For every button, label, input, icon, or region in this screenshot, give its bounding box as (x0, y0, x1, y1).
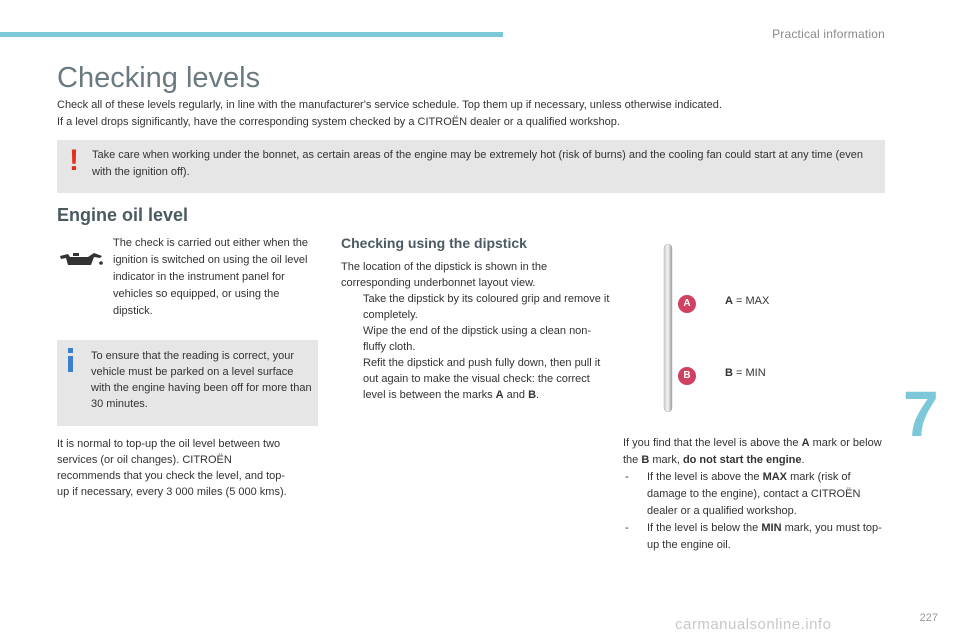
info-text: To ensure that the reading is correct, your vehicle must be parked on a level surface with the engine having been off for more than 30 minutes. (91, 350, 312, 410)
oil-check-text: The check is carried out either when the ignition is switched on using the oil level indicator in the instrument panel for vehicles so equipped, or using the dipstick. (113, 237, 309, 317)
dipstick-mark-b: B (678, 367, 696, 385)
result-intro: If you find that the level is above the A mark or below the B mark, do not start the engine. (623, 437, 882, 466)
warning-text: Take care when working under the bonnet, as certain areas of the engine may be extremely hot (risk of burns) and the cooling fan could start at any time (even with the ignition off). (92, 149, 864, 178)
intro-line-1: Check all of these levels regularly, in line with the manufacturer's service schedule. Top them up if necessary, unless otherwise indicated. (57, 99, 722, 111)
page-number: 227 (919, 612, 938, 624)
chapter-number: 7 (903, 378, 939, 450)
dipstick-steps (341, 291, 611, 403)
header-accent-bar (0, 32, 503, 37)
dipstick-illustration (661, 244, 675, 412)
warning-icon: ! (69, 144, 79, 177)
intro-line-2: If a level drops significantly, have the corresponding system checked by a CITROËN dealer or a qualified workshop. (57, 116, 620, 128)
intro-text (57, 97, 897, 131)
page-title: Checking levels (57, 62, 261, 94)
info-box (57, 340, 318, 426)
warning-box (57, 140, 885, 193)
legend-min: B = MIN (725, 367, 766, 379)
dipstick-mark-a: A (678, 295, 696, 313)
legend-max: A = MAX (725, 295, 770, 307)
list-item: - If the level is below the MIN mark, you must top-up the engine oil. (625, 522, 882, 551)
info-icon (67, 348, 74, 372)
level-result-text (623, 435, 888, 554)
engine-oil-heading: Engine oil level (57, 205, 189, 225)
dipstick-heading: Checking using the dipstick (341, 235, 527, 251)
result-list (623, 469, 888, 554)
dipstick-intro: The location of the dipstick is shown in the corresponding underbonnet layout view. (341, 261, 548, 289)
section-label: Practical information (772, 27, 885, 41)
oil-topup-text: It is normal to top-up the oil level between two services (or oil changes). CITROËN recommends that you check the level, and top-up if necessary, every 3 000 miles (5 000 kms). (57, 438, 287, 498)
list-item: Take the dipstick by its coloured grip and remove it completely. (363, 293, 610, 321)
list-item: - If the level is above the MAX mark (risk of damage to the engine), contact a CITROËN dealer or a qualified workshop. (625, 471, 861, 517)
oil-can-icon (58, 248, 104, 272)
list-item: Refit the dipstick and push fully down, then pull it out again to make the visual check: the correct level is between the marks A and B. (363, 357, 601, 401)
list-item: Wipe the end of the dipstick using a clean non-fluffy cloth. (363, 325, 592, 353)
watermark: carmanualsonline.info (675, 616, 832, 633)
